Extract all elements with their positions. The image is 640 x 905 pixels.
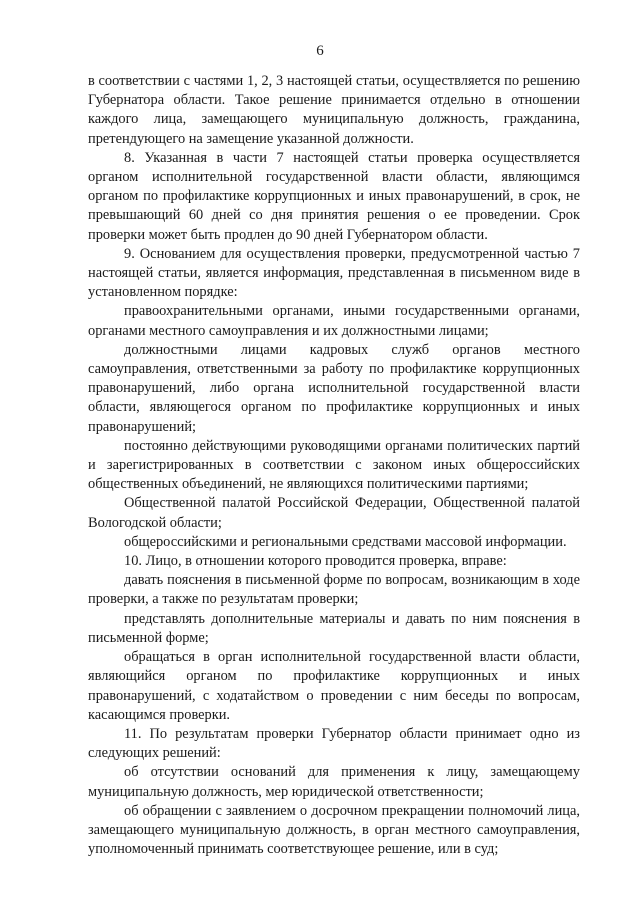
page-number: 6 [316, 43, 324, 59]
list-item-additional-materials: представлять дополнительные материалы и давать по ним пояснения в письменной форме; [88, 610, 580, 646]
list-item-public-chambers: Общественной палатой Российской Федерации, Общественной палатой Вологодской области; [88, 495, 580, 531]
list-item-explanations: давать пояснения в письменной форме по вопросам, возникающим в ходе проверки, а также по результатам проверки; [88, 572, 580, 608]
paragraph-9: 9. Основанием для осуществления проверки, предусмотренной частью 7 настоящей статьи, является информация, представленная в письменном виде в установленном порядке: [88, 245, 580, 301]
list-item-petition: обращаться в орган исполнительной государственной власти области, являющийся органом по профилактике коррупционных и иных правонарушений, с ходатайством о проведении с ним беседы по вопросам, касающимся проверки. [88, 649, 580, 723]
list-item-hr-officials: должностными лицами кадровых служб органов местного самоуправления, ответственными за работу по профилактике коррупционных правонарушений, либо органа исполнительной государственной власти области, являющегося органом по профилактике коррупционных и иных правонарушений; [88, 341, 580, 435]
document-body [88, 72, 580, 859]
list-item-mass-media: общероссийскими и региональными средствами массовой информации. [124, 533, 567, 550]
paragraph-11: 11. По результатам проверки Губернатор области принимает одно из следующих решений: [88, 725, 580, 762]
paragraph-10: 10. Лицо, в отношении которого проводится проверка, вправе: [124, 553, 507, 570]
list-item-no-grounds: об отсутствии оснований для применения к лицу, замещающему муниципальную должность, мер юридической ответственности; [88, 764, 580, 800]
list-item-early-termination: об обращении с заявлением о досрочном прекращении полномочий лица, замещающего муниципальную должность, в орган местного самоуправления, уполномоченный принимать соответствующее решение, или в суд; [88, 802, 580, 858]
paragraph-8: 8. Указанная в части 7 настоящей статьи проверка осуществляется органом исполнительной государственной власти области, являющимся органом по профилактике коррупционных и иных правонарушений, в срок, не превышающий 60 дней со дня принятия решения о ее проведении. Срок проверки может быть продлен до 90 дней Губернатором области. [88, 149, 580, 243]
list-item-law-enforcement: правоохранительными органами, иными государственными органами, органами местного самоуправления и их должностными лицами; [88, 303, 580, 339]
paragraph-continuation: в соответствии с частями 1, 2, 3 настоящей статьи, осуществляется по решению Губернатора области. Такое решение принимается отдельно в отношении каждого лица, замещающего муниципальную должность, гражданина, претендующего на замещение указанной должности. [88, 73, 580, 147]
list-item-political-parties: постоянно действующими руководящими органами политических партий и зарегистрированных в соответствии с законом иных общероссийских общественных объединений, не являющихся политическими партиями; [88, 437, 580, 493]
